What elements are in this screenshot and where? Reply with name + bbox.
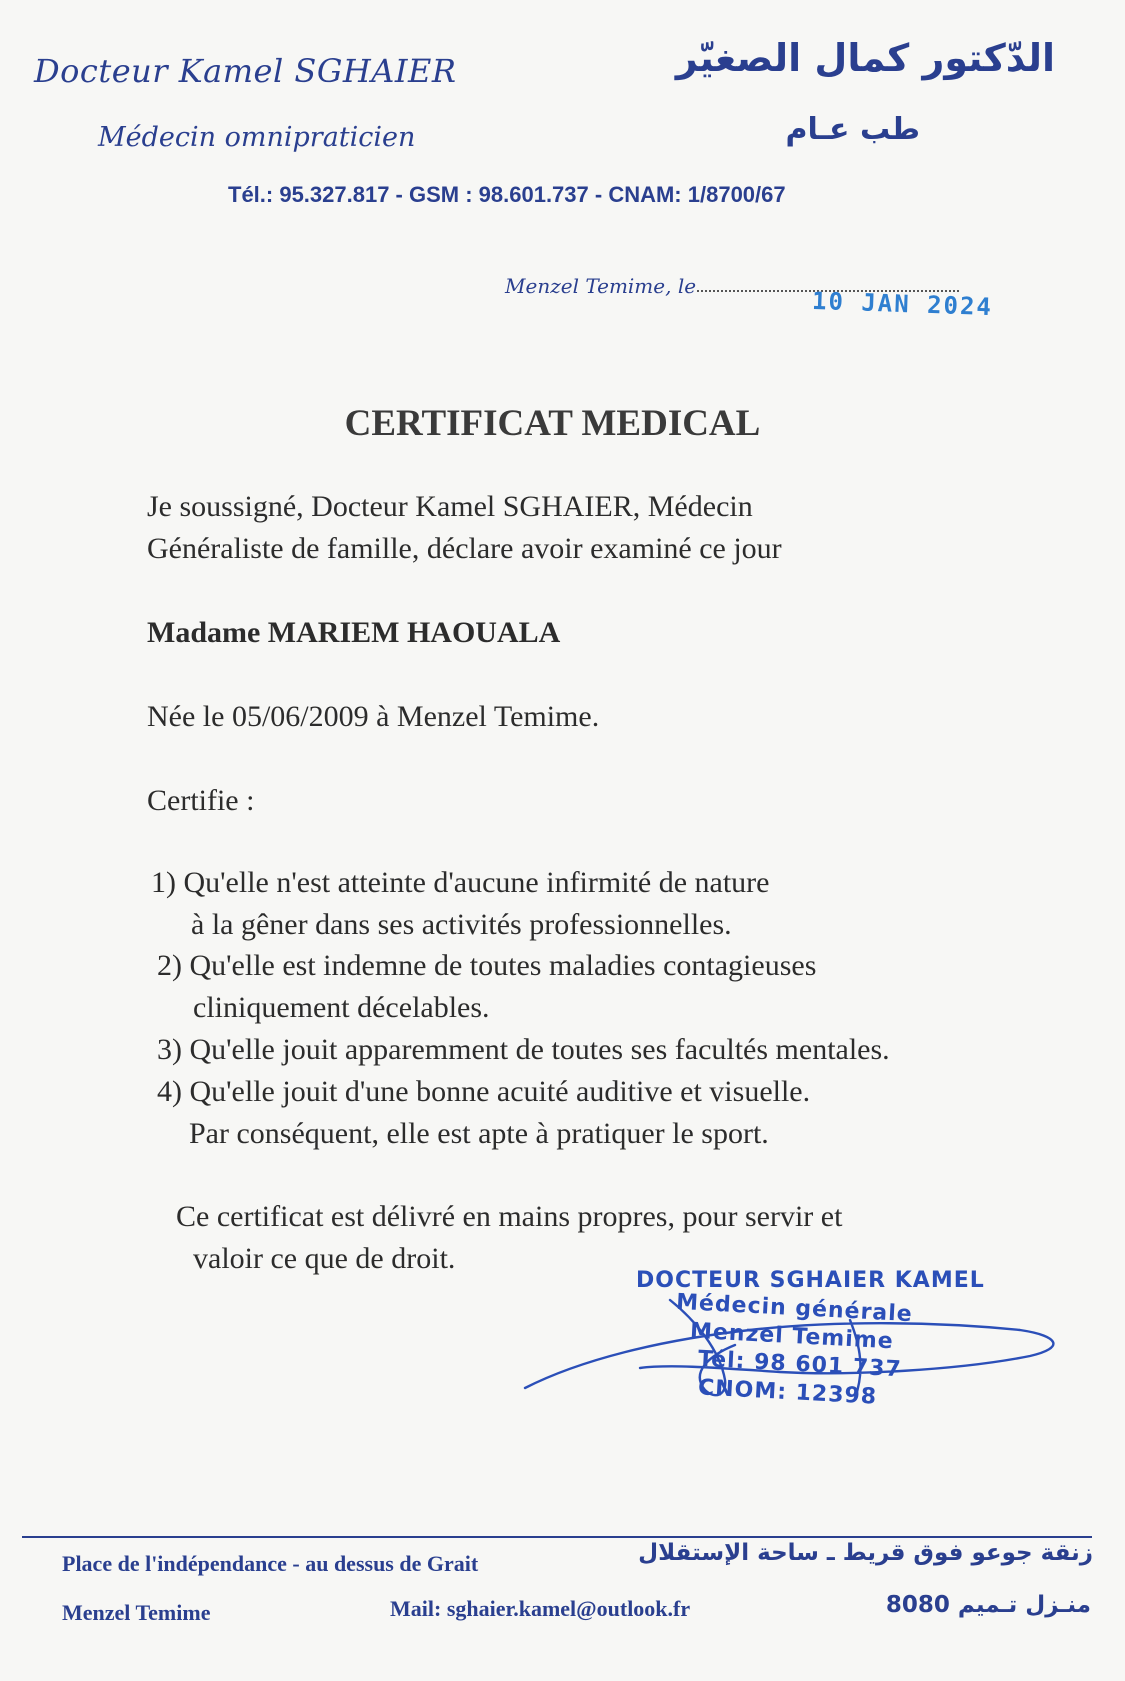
footer-address-ar: زنقة جوعو فوق قريط ـ ساحة الإستقلال — [638, 1540, 1093, 1566]
specialty-ar: طب عـام — [785, 112, 920, 147]
document-title: CERTIFICAT MEDICAL — [344, 403, 761, 444]
doctor-stamp — [520, 1260, 1080, 1420]
footer-divider — [22, 1536, 1092, 1538]
doctor-name-fr: Docteur Kamel SGHAIER — [34, 52, 457, 90]
birth-line: Née le 05/06/2009 à Menzel Temime. — [147, 700, 600, 733]
closing-line-2: valoir ce que de droit. — [193, 1242, 456, 1275]
stamp-line-2: Médecin générale — [675, 1289, 914, 1328]
item-2-line-2: cliniquement décelables. — [193, 991, 490, 1024]
closing-line-1: Ce certificat est délivré en mains propres, pour servir et — [176, 1200, 843, 1233]
item-2-line-1: 2) Qu'elle est indemne de toutes maladies contagieuses — [157, 949, 817, 982]
stamp-line-3: Menzel Temime — [689, 1318, 895, 1355]
item-4-line-1: 4) Qu'elle jouit d'une bonne acuité auditive et visuelle. — [157, 1075, 811, 1108]
stamp-line-5: CNOM: 12398 — [697, 1375, 878, 1410]
certifie-label: Certifie : — [147, 784, 255, 817]
patient-name: Madame MARIEM HAOUALA — [147, 616, 561, 649]
intro-line-2: Généraliste de famille, déclare avoir examiné ce jour — [147, 532, 782, 565]
item-1-line-1: 1) Qu'elle n'est atteinte d'aucune infirmité de nature — [151, 866, 770, 899]
place-date-label: Menzel Temime, le — [505, 274, 697, 298]
doctor-name-ar: الدّكتور كمال الصغيّر — [675, 36, 1055, 80]
item-4-line-2: Par conséquent, elle est apte à pratiquer le sport. — [189, 1117, 769, 1150]
contact-line: Tél.: 95.327.817 - GSM : 98.601.737 - CNAM: 1/8700/67 — [228, 182, 786, 207]
specialty-fr: Médecin omnipraticien — [98, 122, 416, 153]
footer-city-fr: Menzel Temime — [62, 1600, 211, 1625]
footer-mail: Mail: sghaier.kamel@outlook.fr — [390, 1596, 691, 1621]
stamp-line-4: Tél: 98 601 737 — [697, 1346, 903, 1383]
intro-line-1: Je soussigné, Docteur Kamel SGHAIER, Médecin — [147, 490, 753, 523]
footer-city-ar: منـزل تـميم 8080 — [885, 1592, 1091, 1618]
stamp-line-1: DOCTEUR SGHAIER KAMEL — [636, 1268, 985, 1293]
footer-address-fr: Place de l'indépendance - au dessus de Grait — [62, 1551, 479, 1576]
item-3-line-1: 3) Qu'elle jouit apparemment de toutes ses facultés mentales. — [157, 1033, 890, 1066]
item-1-line-2: à la gêner dans ses activités professionnelles. — [191, 908, 732, 941]
date-stamp: 10 JAN 2024 — [811, 286, 994, 322]
